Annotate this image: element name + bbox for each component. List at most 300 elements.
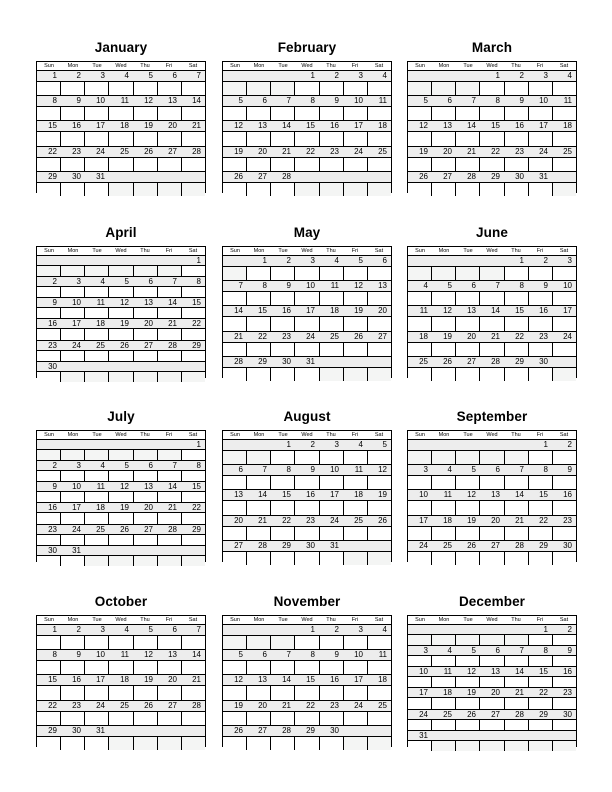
weekday-label: Wed	[486, 432, 498, 438]
day-cell	[367, 451, 391, 464]
week-row	[223, 675, 391, 700]
day-number: 23	[330, 146, 339, 156]
day-number: 27	[234, 540, 243, 550]
day-number: 16	[72, 675, 81, 685]
weekday-header	[37, 62, 205, 71]
day-number	[456, 440, 480, 450]
day-number: 18	[419, 331, 428, 341]
day-number: 15	[192, 482, 201, 492]
day-cell	[246, 527, 270, 540]
day-cell	[84, 712, 108, 725]
day-number: 3	[567, 256, 572, 265]
day-number: 24	[96, 146, 105, 156]
day-number: 25	[378, 146, 387, 156]
week-row	[223, 121, 391, 146]
day-number: 10	[72, 298, 81, 308]
day-number: 21	[282, 146, 291, 156]
day-number: 13	[258, 675, 267, 685]
day-number: 26	[467, 709, 476, 719]
day-cell	[108, 712, 132, 725]
day-number: 2	[76, 71, 81, 80]
day-cell	[270, 476, 294, 489]
day-cell	[60, 556, 84, 566]
day-cell	[455, 132, 479, 145]
week-row	[37, 625, 205, 650]
weekday-label: Tue	[92, 248, 102, 254]
day-number: 7	[238, 281, 243, 291]
day-number	[552, 731, 576, 740]
day-cell	[479, 527, 503, 540]
day-cell	[108, 686, 132, 699]
day-number: 12	[467, 667, 476, 677]
day-cell	[408, 292, 431, 305]
day-number	[223, 440, 247, 450]
day-cell	[246, 368, 270, 381]
day-cell	[60, 351, 84, 361]
day-cell	[367, 267, 391, 280]
day-cell	[504, 343, 528, 356]
day-number: 20	[168, 121, 177, 131]
day-cell	[408, 656, 431, 666]
day-number: 31	[306, 356, 315, 366]
day-cell	[181, 351, 205, 361]
day-number: 19	[144, 675, 153, 685]
day-cell	[367, 527, 391, 540]
day-number: 5	[447, 281, 452, 291]
day-number: 2	[519, 71, 524, 80]
day-number: 21	[467, 146, 476, 156]
day-cell	[319, 451, 343, 464]
empty-day-cell	[479, 451, 503, 464]
day-number: 26	[378, 515, 387, 525]
weekday-label: Fri	[351, 432, 359, 438]
week-row	[37, 319, 205, 340]
day-number	[408, 71, 432, 81]
day-cell	[84, 308, 108, 318]
day-number: 22	[192, 503, 201, 513]
day-number: 24	[354, 146, 363, 156]
weekday-label: Sun	[44, 617, 54, 623]
day-number: 18	[120, 675, 129, 685]
day-number: 23	[539, 331, 548, 341]
day-number: 22	[539, 515, 548, 525]
day-cell	[108, 351, 132, 361]
day-number: 2	[543, 256, 548, 265]
weekday-label: Wed	[486, 617, 498, 623]
day-number: 28	[258, 540, 267, 550]
day-cell	[246, 686, 270, 699]
day-number: 30	[563, 709, 572, 719]
day-number: 7	[286, 96, 291, 106]
day-number: 2	[52, 461, 57, 471]
day-number: 21	[258, 515, 267, 525]
day-number: 25	[96, 340, 105, 350]
day-number: 4	[124, 71, 129, 80]
day-cell	[246, 183, 270, 196]
day-number: 10	[419, 667, 428, 677]
week-row	[408, 688, 576, 709]
empty-day-cell	[181, 556, 205, 566]
day-number: 28	[515, 540, 524, 550]
day-cell	[157, 661, 181, 674]
month-grid	[407, 615, 577, 747]
day-number	[271, 625, 295, 635]
month-grid	[407, 61, 577, 193]
week-row	[223, 281, 391, 306]
day-cell	[181, 329, 205, 339]
day-cell	[133, 712, 157, 725]
day-number: 20	[443, 146, 452, 156]
day-number: 30	[48, 361, 57, 371]
day-cell	[37, 308, 60, 318]
day-cell	[294, 527, 318, 540]
week-row	[223, 147, 391, 172]
day-number: 16	[72, 121, 81, 131]
day-cell	[455, 656, 479, 666]
day-number: 5	[148, 625, 153, 634]
day-cell	[455, 720, 479, 730]
day-cell	[294, 451, 318, 464]
day-cell	[552, 292, 576, 305]
day-number	[109, 172, 133, 182]
month-title: January	[94, 40, 148, 55]
weekday-label: Mon	[438, 248, 450, 254]
empty-day-cell	[157, 266, 181, 276]
week-row	[408, 172, 576, 196]
day-number	[528, 731, 552, 740]
day-cell	[270, 132, 294, 145]
day-cell	[294, 686, 318, 699]
day-number: 2	[76, 625, 81, 634]
day-cell	[431, 720, 455, 730]
day-cell	[223, 317, 246, 330]
empty-day-cell	[223, 636, 246, 649]
day-cell	[181, 107, 205, 120]
day-number: 9	[334, 96, 339, 106]
empty-day-cell	[108, 450, 132, 460]
day-cell	[455, 107, 479, 120]
day-cell	[84, 535, 108, 545]
day-number	[504, 731, 528, 740]
day-cell	[431, 368, 455, 381]
day-cell	[504, 183, 528, 196]
empty-day-cell	[552, 741, 576, 751]
day-cell	[133, 535, 157, 545]
day-number	[295, 172, 319, 182]
day-cell	[367, 82, 391, 95]
day-number: 25	[419, 356, 428, 366]
day-cell	[343, 267, 367, 280]
empty-day-cell	[37, 266, 60, 276]
day-number: 8	[262, 281, 267, 291]
day-cell	[294, 82, 318, 95]
day-cell	[528, 527, 552, 540]
day-cell	[133, 107, 157, 120]
day-number: 22	[282, 515, 291, 525]
day-number: 29	[515, 356, 524, 366]
day-number: 15	[306, 121, 315, 131]
day-cell	[270, 737, 294, 750]
day-cell	[223, 686, 246, 699]
day-number	[271, 71, 295, 81]
day-number: 30	[282, 356, 291, 366]
day-number	[157, 362, 181, 371]
day-cell	[552, 317, 576, 330]
day-number: 23	[306, 515, 315, 525]
day-number: 28	[467, 171, 476, 181]
day-number: 24	[419, 540, 428, 550]
day-cell	[37, 471, 60, 481]
empty-day-cell	[455, 82, 479, 95]
day-cell	[408, 501, 431, 514]
day-number: 6	[262, 96, 267, 106]
weekday-label: Wed	[301, 63, 313, 69]
day-cell	[367, 107, 391, 120]
day-cell	[270, 712, 294, 725]
day-cell	[270, 317, 294, 330]
weekday-label: Thu	[140, 63, 150, 69]
day-cell	[157, 513, 181, 523]
day-cell	[431, 183, 455, 196]
empty-day-cell	[431, 741, 455, 751]
day-cell	[431, 292, 455, 305]
day-number: 14	[234, 306, 243, 316]
week-row	[223, 256, 391, 281]
day-number: 11	[120, 650, 129, 660]
day-number: 22	[491, 146, 500, 156]
weekday-label: Tue	[463, 248, 473, 254]
day-number: 9	[567, 465, 572, 475]
day-number: 6	[495, 465, 500, 475]
day-number: 6	[262, 650, 267, 660]
day-number: 19	[144, 121, 153, 131]
day-number: 26	[144, 700, 153, 710]
day-number	[456, 256, 480, 266]
day-cell	[408, 343, 431, 356]
day-number: 12	[419, 121, 428, 131]
day-number: 17	[354, 675, 363, 685]
day-cell	[319, 107, 343, 120]
day-cell	[479, 183, 503, 196]
day-cell	[528, 720, 552, 730]
empty-day-cell	[60, 450, 84, 460]
day-cell	[133, 471, 157, 481]
empty-day-cell	[223, 267, 246, 280]
day-number: 9	[76, 650, 81, 660]
day-cell	[294, 267, 318, 280]
day-cell	[552, 635, 576, 645]
empty-day-cell	[133, 450, 157, 460]
day-cell	[367, 476, 391, 489]
weekday-label: Wed	[115, 63, 127, 69]
day-cell	[181, 471, 205, 481]
day-cell	[37, 492, 60, 502]
day-cell	[223, 292, 246, 305]
day-cell	[60, 535, 84, 545]
day-cell	[181, 450, 205, 460]
day-cell	[37, 535, 60, 545]
day-cell	[84, 471, 108, 481]
day-number: 23	[72, 700, 81, 710]
day-cell	[294, 132, 318, 145]
day-cell	[60, 712, 84, 725]
weekday-header	[37, 247, 205, 256]
week-row	[223, 440, 391, 465]
day-cell	[294, 368, 318, 381]
day-number: 18	[354, 490, 363, 500]
day-number: 14	[515, 667, 524, 677]
empty-day-cell	[157, 556, 181, 566]
day-cell	[552, 107, 576, 120]
day-cell	[294, 476, 318, 489]
day-number: 5	[358, 256, 363, 265]
day-cell	[294, 737, 318, 750]
day-cell	[60, 183, 84, 196]
day-number: 6	[495, 646, 500, 656]
day-cell	[270, 267, 294, 280]
day-cell	[528, 501, 552, 514]
day-number: 30	[539, 356, 548, 366]
week-row	[37, 503, 205, 524]
month-title: August	[283, 409, 331, 424]
day-number: 10	[419, 490, 428, 500]
day-cell	[246, 501, 270, 514]
day-number: 20	[378, 306, 387, 316]
day-number: 19	[120, 503, 129, 513]
empty-day-cell	[157, 737, 181, 750]
day-cell	[108, 158, 132, 171]
weekday-label: Mon	[253, 617, 265, 623]
day-cell	[37, 107, 60, 120]
day-cell	[552, 501, 576, 514]
day-number: 19	[120, 319, 129, 329]
day-cell	[246, 476, 270, 489]
day-number: 6	[172, 625, 177, 634]
week-row	[37, 147, 205, 172]
day-cell	[223, 476, 246, 489]
day-cell	[246, 132, 270, 145]
day-number: 25	[96, 524, 105, 534]
day-cell	[479, 82, 503, 95]
day-cell	[108, 636, 132, 649]
day-cell	[133, 686, 157, 699]
day-number	[61, 256, 85, 265]
empty-day-cell	[246, 451, 270, 464]
day-cell	[528, 677, 552, 687]
day-cell	[552, 476, 576, 489]
day-number: 19	[443, 331, 452, 341]
day-cell	[246, 317, 270, 330]
day-cell	[157, 351, 181, 361]
day-number: 19	[378, 490, 387, 500]
empty-day-cell	[157, 183, 181, 196]
day-number: 10	[539, 96, 548, 106]
day-cell	[408, 720, 431, 730]
weekday-label: Sun	[415, 63, 425, 69]
day-cell	[367, 501, 391, 514]
empty-day-cell	[319, 368, 343, 381]
day-number: 31	[96, 171, 105, 181]
weekday-label: Tue	[463, 432, 473, 438]
day-cell	[552, 698, 576, 708]
day-number: 1	[543, 625, 548, 634]
day-number: 3	[358, 71, 363, 80]
week-row	[37, 277, 205, 298]
day-number: 20	[144, 503, 153, 513]
day-number: 29	[491, 171, 500, 181]
week-row	[37, 71, 205, 96]
day-cell	[84, 107, 108, 120]
weekday-label: Fri	[165, 617, 173, 623]
day-number: 25	[354, 515, 363, 525]
day-number: 7	[262, 465, 267, 475]
empty-day-cell	[108, 737, 132, 750]
day-number: 5	[148, 71, 153, 80]
day-number: 3	[76, 461, 81, 471]
day-number: 15	[539, 490, 548, 500]
day-number: 9	[519, 96, 524, 106]
day-cell	[37, 132, 60, 145]
day-number: 28	[282, 725, 291, 735]
weekday-header	[408, 431, 576, 440]
day-cell	[84, 636, 108, 649]
month-title: December	[458, 594, 526, 609]
day-number: 1	[286, 440, 291, 449]
weekday-label: Fri	[165, 248, 173, 254]
week-row	[408, 440, 576, 465]
empty-day-cell	[108, 372, 132, 382]
day-number: 10	[354, 96, 363, 106]
day-number: 31	[419, 730, 428, 740]
day-number: 11	[378, 650, 387, 660]
week-row	[223, 516, 391, 541]
day-number: 5	[238, 650, 243, 660]
day-cell	[294, 292, 318, 305]
day-cell	[504, 292, 528, 305]
day-cell	[455, 183, 479, 196]
day-cell	[60, 329, 84, 339]
day-cell	[504, 720, 528, 730]
day-cell	[455, 677, 479, 687]
week-row	[37, 701, 205, 726]
day-number	[432, 256, 456, 266]
day-number: 4	[100, 277, 105, 287]
weekday-label: Thu	[326, 248, 336, 254]
day-cell	[37, 82, 60, 95]
day-number	[432, 625, 456, 634]
empty-day-cell	[504, 451, 528, 464]
day-cell	[60, 308, 84, 318]
day-cell	[270, 686, 294, 699]
weekday-label: Thu	[140, 432, 150, 438]
day-number: 4	[447, 646, 452, 656]
day-number: 18	[563, 121, 572, 131]
weekday-label: Sat	[188, 617, 198, 623]
weekday-label: Sat	[559, 63, 569, 69]
day-number: 9	[286, 281, 291, 291]
day-number: 24	[419, 709, 428, 719]
day-cell	[455, 698, 479, 708]
day-cell	[431, 476, 455, 489]
day-cell	[223, 527, 246, 540]
week-row	[223, 71, 391, 96]
day-cell	[455, 158, 479, 171]
day-cell	[157, 636, 181, 649]
week-row	[37, 675, 205, 700]
weekday-label: Mon	[253, 63, 265, 69]
week-row	[408, 71, 576, 96]
week-row	[37, 726, 205, 750]
